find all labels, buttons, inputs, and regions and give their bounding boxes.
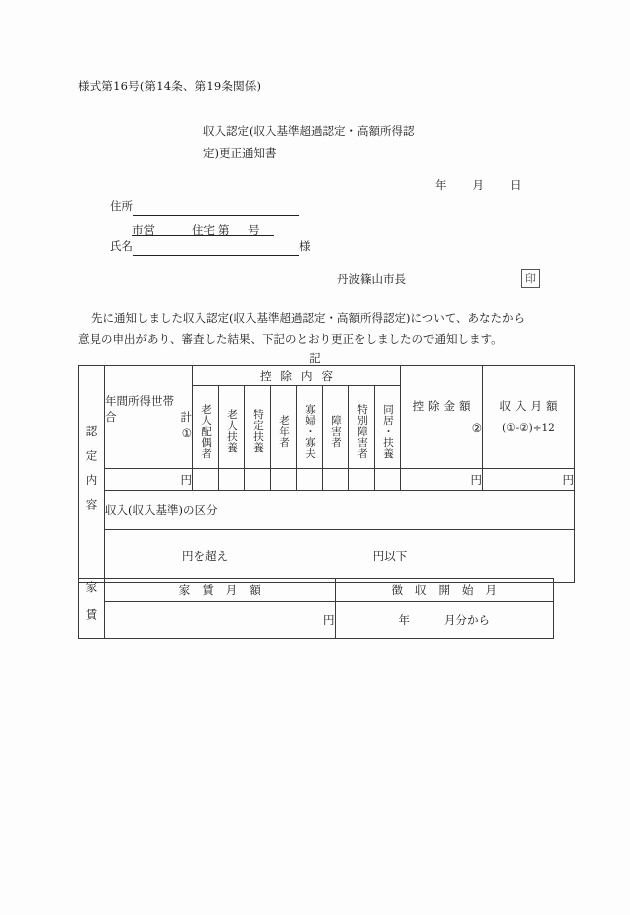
name-input-rule[interactable] bbox=[133, 241, 299, 256]
deduction-col-0: 老人配偶者 bbox=[193, 386, 219, 469]
honorific-label: 様 bbox=[299, 239, 311, 253]
table-row-group-header bbox=[79, 366, 575, 386]
range-over-label: 円を超え bbox=[182, 549, 228, 563]
income-header-marker: ① bbox=[181, 426, 192, 440]
deduction-group-header: 控除内容 bbox=[193, 366, 401, 386]
document-title-line-2: 定)更正通知書 bbox=[203, 146, 277, 160]
deduction-col-1: 老人扶養 bbox=[219, 386, 245, 469]
deduction-col-7: 同居・扶養 bbox=[375, 386, 401, 469]
income-header-line2-right: 計 bbox=[180, 410, 192, 424]
form-number: 様式第16号(第14条、第19条関係) bbox=[78, 79, 262, 93]
recipient-block bbox=[110, 196, 311, 256]
body-line-2: 意見の申出があり、審査した結果、下記のとおり更正をしましたので通知します。 bbox=[78, 332, 503, 346]
date-day-label: 日 bbox=[510, 178, 522, 192]
value-annual-income[interactable]: 円 bbox=[105, 469, 193, 491]
table-row-kubun-label bbox=[79, 491, 575, 530]
document-title-line-1: 収入認定(収入基準超過認定・高額所得認 bbox=[203, 124, 415, 138]
unit-suffix-label: 号 bbox=[248, 223, 260, 237]
rent-table bbox=[78, 578, 554, 639]
body-paragraph bbox=[78, 308, 556, 350]
deduction-amount-marker: ② bbox=[471, 421, 482, 435]
unit-label: 第 bbox=[218, 223, 230, 237]
seal-stamp-box: 印 bbox=[521, 269, 540, 288]
table-row-values bbox=[79, 469, 575, 491]
rent-amount-header: 家賃月額 bbox=[105, 579, 335, 602]
income-range-row[interactable] bbox=[105, 530, 575, 583]
collection-start-value[interactable] bbox=[335, 602, 553, 639]
deduction-amount-title: 控除金額 bbox=[412, 399, 475, 413]
cell-deduction-amount-header bbox=[401, 366, 483, 469]
deduction-col-4: 寡婦・寡夫 bbox=[297, 386, 323, 469]
certification-table bbox=[78, 365, 575, 583]
cell-annual-income-header bbox=[105, 366, 193, 469]
monthly-income-formula: (①-②)÷12 bbox=[502, 422, 555, 434]
income-header-line2-left: 合 bbox=[105, 410, 117, 424]
address-label: 住所 bbox=[110, 199, 133, 213]
deduction-col-5: 障害者 bbox=[323, 386, 349, 469]
ki-mark: 記 bbox=[309, 351, 321, 365]
range-under-label: 円以下 bbox=[372, 549, 408, 563]
deduction-col-3: 老年者 bbox=[271, 386, 297, 469]
address-input-rule[interactable] bbox=[133, 201, 299, 216]
name-label: 氏名 bbox=[110, 239, 133, 253]
rent-value-row bbox=[79, 602, 554, 639]
housing-word-label: 住宅 bbox=[192, 223, 215, 237]
housing-prefix-label: 市営 bbox=[132, 223, 155, 237]
value-monthly-income[interactable]: 円 bbox=[483, 469, 575, 491]
collection-from-label: 月分から bbox=[444, 613, 491, 627]
date-year-label: 年 bbox=[435, 178, 447, 192]
side-label-rent: 家賃 bbox=[79, 579, 105, 639]
date-month-label: 月 bbox=[472, 178, 484, 192]
side-label-certification: 認定内容 bbox=[79, 366, 105, 583]
rent-header-row bbox=[79, 579, 554, 602]
collection-year-label: 年 bbox=[398, 613, 411, 627]
value-deduction-amount[interactable]: 円 bbox=[401, 469, 483, 491]
income-header-line1: 年間所得世帯 bbox=[105, 394, 174, 408]
body-line-1: 先に通知しました収入認定(収入基準超過認定・高額所得認定)について、あなたから bbox=[91, 311, 526, 325]
date-line bbox=[435, 177, 522, 193]
cell-monthly-income-header bbox=[483, 366, 575, 469]
income-classification-label: 収入(収入基準)の区分 bbox=[105, 491, 575, 530]
document-title bbox=[203, 120, 453, 164]
deduction-col-2: 特定扶養 bbox=[245, 386, 271, 469]
monthly-income-title: 収入月額 bbox=[499, 399, 562, 413]
table-row-range bbox=[79, 530, 575, 583]
address-row bbox=[110, 196, 311, 216]
collection-start-header: 徴収開始月 bbox=[335, 579, 553, 602]
housing-row bbox=[110, 216, 311, 236]
deduction-col-6: 特別障害者 bbox=[349, 386, 375, 469]
issuer-name: 丹波篠山市長 bbox=[337, 272, 406, 286]
rent-amount-value[interactable]: 円 bbox=[105, 602, 335, 639]
